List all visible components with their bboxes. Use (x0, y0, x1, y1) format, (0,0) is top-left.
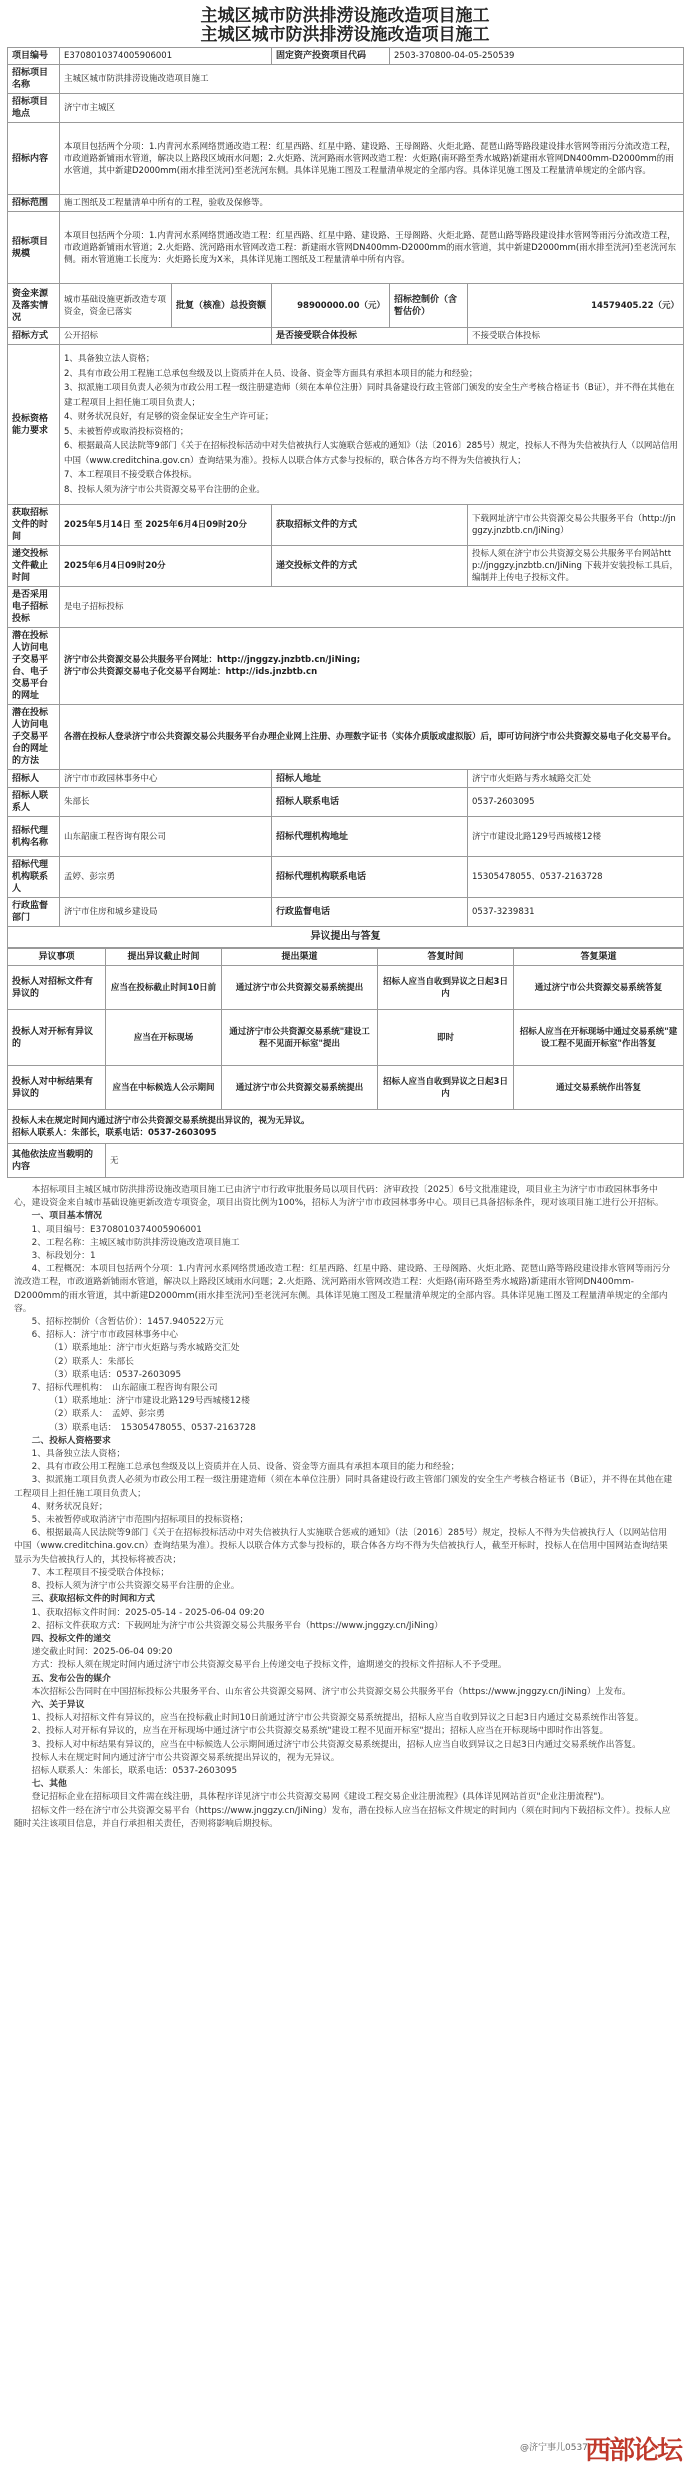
cell: 应当在中标候选人公示期间 (106, 1066, 222, 1110)
page-title (0, 0, 690, 44)
cell: 应当在开标现场 (106, 1010, 222, 1066)
label: 递交投标文件截止时间 (8, 546, 60, 587)
list-item: 1、具备独立法人资格； (31, 1449, 126, 1460)
list-item: 1、投标人对招标文件有异议的，应当在投标截止时间10日前通过济宁市公共资源交易系统提出，招标人应当自收到异议之日起3日内通过交易系统作出答复。 (31, 1713, 644, 1724)
col-header: 答复渠道 (514, 949, 684, 966)
label: 行政监督电话 (272, 898, 468, 927)
agent-contact: 孟婷、彭宗勇 (60, 857, 272, 898)
label: 招标人联系人 (8, 788, 60, 817)
cell: 投标人对招标文件有异议的 (8, 966, 106, 1010)
list-item: 方式：投标人须在规定时间内通过济宁市公共资源交易平台上传递交电子投标文件，逾期递交的投标文件招标人不予受理。 (31, 1660, 507, 1671)
qual-item: 1、具备独立法人资格； (64, 354, 155, 364)
list-item: 2、具有市政公用工程施工总承包叁级及以上资质并在人员、设备、资金等方面具有承担本项目的能力和经验； (31, 1462, 460, 1473)
submit-method: 投标人须在济宁市公共资源交易公共服务平台网站http://jnggzy.jnzbtb.cn/JiNing 下载并安装投标工具后，编制并上传电子投标文件。 (468, 546, 684, 587)
agent-phone: 15305478055、0537-2163728 (468, 857, 684, 898)
label: 招标代理机构名称 (8, 817, 60, 857)
cell: 通过济宁市公共资源交易系统提出 (222, 966, 378, 1010)
list-item: 投标人未在规定时间内通过济宁市公共资源交易系统提出异议的，视为无异议。 (31, 1752, 340, 1763)
platform-urls (60, 628, 684, 705)
label: 潜在投标人访问电子交易平台、电子交易平台的网址 (8, 628, 60, 705)
access-method: 各潜在投标人登录济宁市公共资源交易公共服务平台办理企业网上注册、办理数字证书（实体介质版或虚拟版）后，即可访问济宁市公共资源交易电子化交易平台。 (60, 705, 684, 770)
list-item: 2、工程名称：主城区城市防洪排涝设施改造项目施工 (31, 1237, 240, 1248)
col-header: 提出异议截止时间 (106, 949, 222, 966)
tenderer: 济宁市市政园林事务中心 (60, 770, 272, 788)
label: 招标控制价（含暂估价） (390, 284, 468, 328)
qual-item: 2、具有市政公用工程施工总承包叁级及以上资质并在人员、设备、资金等方面具有承担本项目的能力和经验； (64, 368, 478, 379)
table-row (8, 966, 684, 1010)
agent-address: 济宁市建设北路129号西城楼12楼 (468, 817, 684, 857)
label: 招标范围 (8, 195, 60, 212)
list-item: 3、拟派施工项目负责人必须为市政公用工程一级注册建造师（须在本单位注册）同时具备建设行政主管部门颁发的安全生产考核合格证书（B证），并不得在其他在建工程项目上担任施工项目负责人； (14, 1475, 673, 1499)
col-header: 提出渠道 (222, 949, 378, 966)
label: 获取招标文件的时间 (8, 505, 60, 546)
label: 招标代理机构联系电话 (272, 857, 468, 898)
label: 是否接受联合体投标 (272, 328, 468, 345)
label: 招标人 (8, 770, 60, 788)
objection-header: 异议提出与答复 (8, 927, 684, 948)
media-paragraph: 本次招标公告同时在中国招标投标公共服务平台、山东省公共资源交易网、济宁市公共资源交易公共服务平台（https://www.jnggzy.cn/JiNing）上发布。 (31, 1686, 631, 1697)
site-logo: 西部论坛 (585, 2436, 682, 2466)
list-item: 2、招标文件获取方式：下载网址为济宁市公共资源交易公共服务平台（https://www.jnggzy.cn/JiNing） (31, 1620, 443, 1631)
fund-source: 城市基础设施更新改造专项资金，资金已落实 (60, 284, 172, 328)
section-title: 六、关于异议 (31, 1699, 85, 1710)
list-item: 6、招标人：济宁市市政园林事务中心 (31, 1330, 178, 1341)
list-item: 1、获取招标文件时间：2025-05-14 - 2025-06-04 09:20 (31, 1607, 265, 1618)
list-item: 8、投标人须为济宁市公共资源交易平台注册的企业。 (31, 1581, 240, 1592)
section-title: 一、项目基本情况 (31, 1211, 102, 1222)
list-item: 招标人联系人：朱部长，联系电话：0537-2603095 (31, 1765, 238, 1776)
list-item: （1）联系地址：济宁市火炬路与秀水城路交汇处 (49, 1343, 240, 1354)
label: 其他依法应当载明的内容 (8, 1144, 106, 1178)
project-scale: 本项目包括两个分项：1.内青河水系网络贯通改造工程：红星西路、红星中路、建设路、王母阁路、火炬北路、琵琶山路等路段建设排水管网等雨污分流改造工程，市政道路新铺雨水管道；2.火炬路、洸河路雨水管网改造工程：新建雨水管网DN400mm-D2000mm的雨水管道，其中新建D2000mm(雨水排至洸河)至老洸河东侧。雨水管道施工长度为：火炬路长度为X米，具体详见施工图纸及工程量清单中所有内容。 (60, 212, 684, 284)
qual-item: 4、财务状况良好，有足够的资金保证安全生产许可证； (64, 412, 274, 422)
cell: 通过济宁市公共资源交易系统"建设工程不见面开标室"提出 (222, 1010, 378, 1066)
announcement-body (14, 1184, 674, 1831)
label: 固定资产投资项目代码 (272, 48, 390, 65)
col-header: 异议事项 (8, 949, 106, 966)
supervisor: 济宁市住房和城乡建设局 (60, 898, 272, 927)
label: 是否采用电子招标投标 (8, 587, 60, 628)
intro-paragraph: 本招标项目主城区城市防洪排涝设施改造项目施工已由济宁市行政审批服务局以项目代码：济审政投〔2025〕6号文批准建设，项目业主为济宁市市政园林事务中心，建设资金来自城市基础设施更新改造专项资金，项目出资比例为100%，招标人为济宁市市政园林事务中心。项目已具备招标条件，现对该项目施工进行公开招标。 (14, 1185, 664, 1209)
label: 招标人联系电话 (272, 788, 468, 817)
project-scope: 施工图纸及工程量清单中所有的工程，验收及保修等。 (60, 195, 684, 212)
qualification-list (60, 345, 684, 505)
contact-line: 招标人联系人：朱部长，联系电话：0537-2603095 (12, 1127, 217, 1138)
list-item: 3、投标人对中标结果有异议的，应当在中标候选人公示期间通过济宁市公共资源交易系统提出，招标人应当自收到异议之日起3日内通过交易系统作出答复。 (31, 1739, 641, 1750)
section-title: 七、其他 (31, 1779, 67, 1790)
platform-url-1[interactable]: 济宁市公共资源交易公共服务平台网址：http://jnggzy.jnzbtb.cn/JiNing; (64, 655, 361, 665)
section-title: 五、发布公告的媒介 (31, 1673, 111, 1684)
list-item: 登记招标企业在招标项目文件需在线注册，具体程序详见济宁市公共资源交易网《建设工程交易企业注册流程》(具体详见网站首页"企业注册流程")。 (31, 1792, 610, 1803)
section-title: 四、投标文件的递交 (31, 1633, 111, 1644)
label: 招标代理机构联系人 (8, 857, 60, 898)
label: 项目编号 (8, 48, 60, 65)
info-table (7, 47, 684, 948)
label: 招标项目地点 (8, 94, 60, 123)
table-row (8, 1066, 684, 1110)
list-item: 2、投标人对开标有异议的，应当在开标现场中通过济宁市公共资源交易系统"建设工程不见面开标室"提出；招标人应当在开标现场中即时作出答复。 (31, 1726, 609, 1737)
title-line-2: 主城区城市防洪排涝设施改造项目施工 (200, 25, 490, 45)
label: 招标代理机构地址 (272, 817, 468, 857)
label: 行政监督部门 (8, 898, 60, 927)
list-item: 7、本工程项目不接受联合体投标； (31, 1567, 170, 1578)
list-item: （2）联系人： 孟婷、彭宗勇 (49, 1409, 165, 1420)
list-item: 5、招标控制价（含暂估价）：1457.940522万元 (31, 1317, 224, 1328)
label: 招标内容 (8, 123, 60, 195)
cell: 投标人对中标结果有异议的 (8, 1066, 106, 1110)
label: 递交投标文件的方式 (272, 546, 468, 587)
supervisor-phone: 0537-3239831 (468, 898, 684, 927)
project-content: 本项目包括两个分项：1.内青河水系网络贯通改造工程：红星西路、红星中路、建设路、王母阁路、火炬北路、琵琶山路等路段建设排水管网等雨污分流改造工程，市政道路新铺雨水管道，解决以上路段区域雨水问题；2.火炬路、洸河路雨水管网改造工程：火炬路(南环路至秀水城路)新建雨水管网DN400mm-D2000mm的雨水管道，其中新建D2000mm(雨水排至洸河)至老洸河东侧。具体详见施工图及工程量清单规定的全部内容。具体详见施工图及工程量清单规定的全部内容。 (60, 123, 684, 195)
label: 获取招标文件的方式 (272, 505, 468, 546)
list-item: 递交截止时间：2025-06-04 09:20 (31, 1647, 173, 1658)
section-title: 二、投标人资格要求 (31, 1435, 111, 1446)
qual-item: 5、未被暂停或取消投标资格的； (64, 426, 189, 437)
get-method[interactable]: 下载网址济宁市公共资源交易公共服务平台（http://jnggzy.jnzbtb.cn/JiNing） (468, 505, 684, 546)
list-item: 5、未被暂停或取消济宁市范围内招标项目的投标资格； (31, 1515, 249, 1526)
label: 批复（核准）总投资额 (172, 284, 272, 328)
electronic-tender: 是电子招标投标 (60, 587, 684, 628)
list-item: （3）联系电话： 15305478055、0537-2163728 (49, 1422, 256, 1433)
project-name: 主城区城市防洪排涝设施改造项目施工 (60, 65, 684, 94)
agent-name: 山东韶康工程咨询有限公司 (60, 817, 272, 857)
tenderer-phone: 0537-2603095 (468, 788, 684, 817)
cell: 通过交易系统作出答复 (514, 1066, 684, 1110)
other-content: 无 (106, 1144, 684, 1178)
cell: 即时 (378, 1010, 514, 1066)
platform-url-2[interactable]: 济宁市公共资源交易电子化交易平台网址：http://ids.jnzbtb.cn (64, 667, 318, 677)
tender-method: 公开招标 (60, 328, 272, 345)
get-time: 2025年5月14日 至 2025年6月4日09时20分 (60, 505, 272, 546)
list-item: 3、标段划分：1 (31, 1251, 96, 1262)
cell: 通过济宁市公共资源交易系统提出 (222, 1066, 378, 1110)
total-budget: 98900000.00（元） (272, 284, 390, 328)
tenderer-address: 济宁市火炬路与秀水城路交汇处 (468, 770, 684, 788)
label: 招标方式 (8, 328, 60, 345)
note-line: 投标人未在规定时间内通过济宁市公共资源交易系统提出异议的，视为无异议。 (12, 1115, 310, 1126)
list-item: 4、财务状况良好； (31, 1501, 108, 1512)
project-code: E3708010374005906001 (60, 48, 272, 65)
qual-item: 8、投标人须为济宁市公共资源交易平台注册的企业。 (64, 484, 265, 495)
qual-item: 6、根据最高人民法院等9部门《关于在招标投标活动中对失信被执行人实施联合惩戒的通知》（法〔2016〕285号）规定，投标人不得为失信被执行人（以网站信用中国（www.creditchina.gov.cn）查询结果为准）。投标人以联合体方式参与投标的，联合体各方均不得为失信被执行人； (64, 441, 678, 466)
section-title: 三、获取招标文件的时间和方式 (31, 1594, 155, 1605)
cell: 投标人对开标有异议的 (8, 1010, 106, 1066)
label: 招标项目名称 (8, 65, 60, 94)
cell: 招标人应当在开标现场中通过交易系统"建设工程不见面开标室"作出答复 (514, 1010, 684, 1066)
label: 资金来源及落实情况 (8, 284, 60, 328)
tenderer-contact: 朱部长 (60, 788, 272, 817)
list-item: 招标文件一经在济宁市公共资源交易平台（https://www.jnggzy.cn/JiNing）发布，潜在投标人应当在招标文件规定的时间内（须在时间内下载招标文件）。投标人应随时关注该项目信息，并自行承担相关责任，否则将影响后期投标。 (14, 1805, 671, 1829)
list-item: （1）联系地址：济宁市建设北路129号西城楼12楼 (49, 1396, 250, 1407)
table-row (8, 1010, 684, 1066)
label: 招标项目规模 (8, 212, 60, 284)
control-price: 14579405.22（元） (468, 284, 684, 328)
submit-time: 2025年6月4日09时20分 (60, 546, 272, 587)
watermark-signature: @济宁事儿0537 (520, 2443, 588, 2453)
objection-note (8, 1110, 684, 1144)
list-item: 4、工程概况：本项目包括两个分项：1.内青河水系网络贯通改造工程：红星西路、红星中路、建设路、王母阁路、火炬北路、琵琶山路等路段建设排水管网等雨污分流改造工程，市政道路新铺雨水管道，解决以上路段区域雨水问题；2.火炬路、洸河路雨水管网改造工程：火炬路(南环路至秀水城路)新建雨水管网DN400mm-D2000mm的雨水管道，其中新建D2000mm(雨水排至洸河)至老洸河东侧。具体详见施工图及工程量清单规定的全部内容。具体详见施工图及工程量清单规定的全部内容。 (14, 1264, 671, 1314)
qual-item: 7、本工程项目不接受联合体投标。 (64, 470, 197, 480)
cell: 应当在投标截止时间10日前 (106, 966, 222, 1010)
title-line-1: 主城区城市防洪排涝设施改造项目施工 (200, 6, 490, 26)
asset-code: 2503-370800-04-05-250539 (390, 48, 684, 65)
col-header: 答复时间 (378, 949, 514, 966)
consortium: 不接受联合体投标 (468, 328, 684, 345)
label: 潜在投标人访问电子交易平台的网址的方法 (8, 705, 60, 770)
qual-item: 3、拟派施工项目负责人必须为市政公用工程一级注册建造师（须在本单位注册）同时具备建设行政主管部门颁发的安全生产考核合格证书（B证），并不得在其他在建工程项目上担任施工项目负责人； (64, 383, 675, 408)
list-item: （3）联系电话：0537-2603095 (49, 1369, 182, 1380)
cell: 招标人应当自收到异议之日起3日内 (378, 1066, 514, 1110)
cell: 通过济宁市公共资源交易系统答复 (514, 966, 684, 1010)
label: 招标人地址 (272, 770, 468, 788)
list-item: 1、项目编号：E3708010374005906001 (31, 1224, 202, 1235)
list-item: （2）联系人：朱部长 (49, 1356, 134, 1367)
label: 投标资格能力要求 (8, 345, 60, 505)
objection-table (7, 948, 684, 1178)
list-item: 7、招标代理机构： 山东韶康工程咨询有限公司 (31, 1383, 218, 1394)
list-item: 6、根据最高人民法院等9部门《关于在招标投标活动中对失信被执行人实施联合惩戒的通知》（法〔2016〕285号）规定，投标人不得为失信被执行人（以网站信用中国（www.creditchina.gov.cn）查询结果为准）。投标人以联合体方式参与投标的，联合体各方均不得为失信被执行人，截至开标时，投标人在信用中国网站查询结果显示为失信被执行人的，其投标将被否决； (14, 1528, 668, 1565)
cell: 招标人应当自收到异议之日起3日内 (378, 966, 514, 1010)
project-location: 济宁市主城区 (60, 94, 684, 123)
